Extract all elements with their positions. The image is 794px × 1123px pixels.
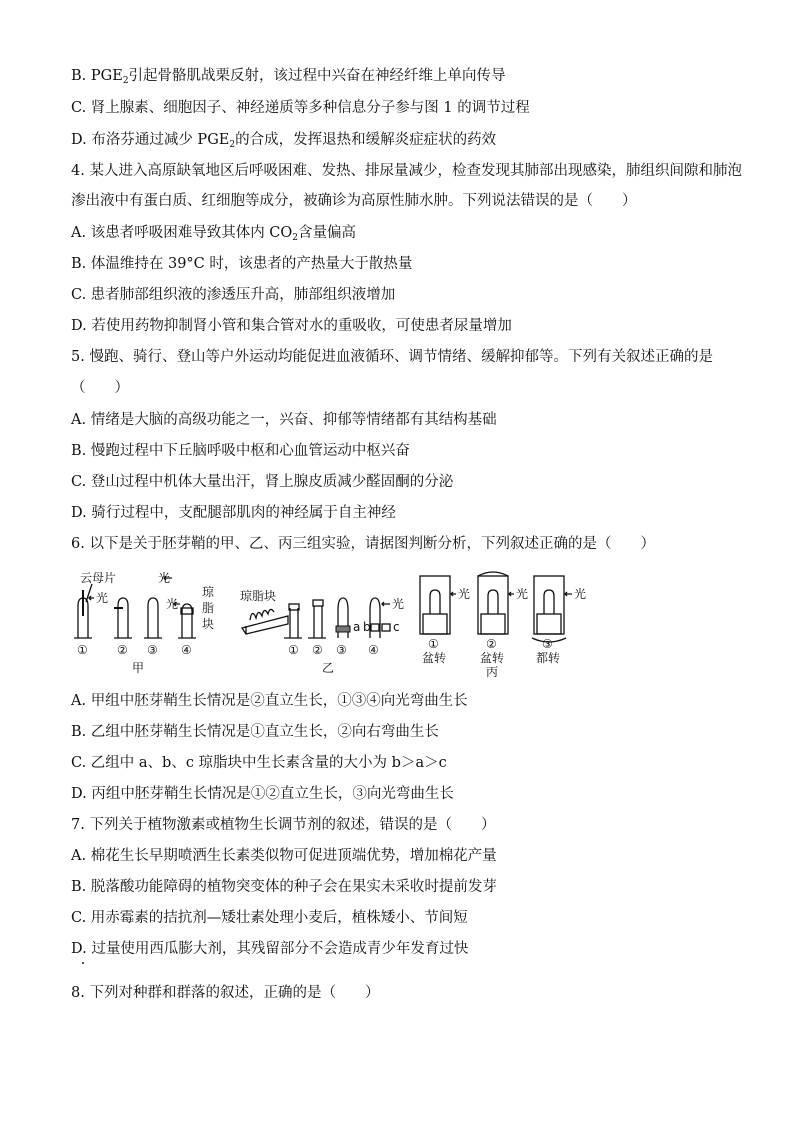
light-label: 光: [96, 591, 109, 605]
q7-option-c: C. 用赤霉素的拮抗剂—矮壮素处理小麦后，植株矮小、节间短: [71, 910, 468, 926]
subscript: 2: [122, 76, 129, 86]
q6-option-b: B. 乙组中胚芽鞘生长情况是①直立生长，②向右弯曲生长: [71, 724, 439, 740]
agar-block-slab: [242, 616, 288, 634]
bing-num-3: ③: [542, 637, 553, 651]
rotation-label-1: 盆转: [422, 651, 447, 665]
light-label: 光: [574, 587, 587, 601]
coleoptile-experiment-figure: [70, 568, 600, 678]
q8-stem: 8. 下列对种群和群落的叙述，正确的是（ ）: [71, 985, 380, 1001]
coleoptile-jia-2: [118, 598, 128, 638]
light-arrow-icon: [89, 596, 94, 600]
label-a: a: [353, 620, 361, 634]
light-label: 光: [516, 587, 529, 601]
q7-option-d: D. 过量使用西瓜膨大剂，其残留部分不会造成青少年发育过快: [71, 941, 469, 957]
light-arrow-icon: [509, 592, 514, 596]
group-bing-label: 丙: [486, 665, 499, 678]
agar-label-3: 块: [202, 617, 215, 631]
agar-block-c-box: [382, 624, 390, 631]
coleoptile-jia-4: [182, 604, 192, 638]
coleoptile-yi-4: [370, 598, 380, 638]
agar-block-b: [371, 624, 379, 631]
q4-option-d: D. 若使用药物抑制肾小管和集合管对水的重吸收，可使患者尿量增加: [71, 318, 512, 334]
q4-stem-line2: 渗出液中有蛋白质、红细胞等成分，被确诊为高原性肺水肿。下列说法错误的是（ ）: [71, 193, 637, 209]
rotation-label-3: 都转: [536, 651, 561, 665]
box-bing-1: [420, 576, 450, 634]
q4-option-b: B. 体温维持在 39°C 时，该患者的产热量大于散热量: [71, 256, 413, 272]
coleoptile-tips: [250, 609, 274, 620]
light-label: 光: [392, 597, 405, 611]
group-bing-diagram: [420, 572, 586, 678]
yi-num-3: ③: [336, 643, 347, 657]
q3-option-b-text-rest: 引起骨骼肌战栗反射，该过程中兴奋在神经纤维上单向传导: [128, 68, 506, 84]
q3-option-d: [71, 130, 496, 155]
q6-option-c: C. 乙组中 a、b、c 琼脂块中生长素含量的大小为 b＞a＞c: [71, 755, 447, 771]
pot-bing-1: [423, 614, 447, 634]
box-bing-3: [534, 576, 564, 634]
box-bing-2: [478, 576, 508, 634]
q7-option-a: A. 棉花生长早期喷洒生长素类似物可促进顶端优势，增加棉花产量: [71, 848, 497, 864]
q3-option-b: [71, 66, 506, 91]
agar-block-label: 琼脂块: [240, 589, 277, 603]
q4-stem-line1: 4. 某人进入高原缺氧地区后呼吸困难、发热、排尿量减少，检查发现其肺部出现感染，肺组织间隙和肺泡: [71, 163, 742, 179]
mica-label: 云母片: [80, 571, 117, 585]
yi-num-1: ①: [288, 643, 299, 657]
q3-option-c: C. 肾上腺素、细胞因子、神经递质等多种信息分子参与图 1 的调节过程: [71, 100, 530, 116]
yi-num-4: ④: [368, 643, 379, 657]
group-yi-label: 乙: [322, 661, 335, 675]
coleoptile-jia-3: [148, 598, 158, 638]
light-arrow-icon: [382, 602, 390, 606]
q5-stem-line1: 5. 慢跑、骑行、登山等户外运动均能促进血液循环、调节情绪、缓解抑郁等。下列有关叙述正确的是: [71, 349, 713, 365]
q3-option-d-text: D. 布洛芬通过减少 PGE: [71, 132, 230, 148]
group-yi-diagram: [240, 588, 404, 675]
q5-stem-line2: （ ）: [71, 380, 129, 396]
coleoptile-bing-2: [488, 590, 498, 614]
label-c: c: [393, 620, 400, 634]
bing-num-1: ①: [428, 637, 439, 651]
q4-option-a-text: A. 该患者呼吸困难导致其体内 CO: [71, 225, 293, 241]
agar-cap-yi-2: [313, 600, 323, 606]
jia-num-1: ①: [77, 643, 88, 657]
q5-option-b: B. 慢跑过程中下丘脑呼吸中枢和心血管运动中枢兴奋: [71, 443, 410, 459]
q7-stem: 7. 下列关于植物激素或植物生长调节剂的叙述，错误的是（ ）: [71, 817, 496, 833]
label-b: b: [363, 620, 371, 634]
q6-stem: 6. 以下是关于胚芽鞘的甲、乙、丙三组实验，请据图判断分析，下列叙述正确的是（ ）: [71, 536, 655, 552]
rotation-label-2: 盆转: [480, 651, 505, 665]
q3-option-b-text: B. PGE: [71, 68, 123, 84]
q4-option-a-text-rest: 含量偏高: [298, 225, 357, 241]
agar-receiver: [336, 626, 350, 632]
pot-bing-3: [537, 614, 561, 634]
light-label: 光: [158, 571, 171, 585]
subscript: 2: [292, 233, 299, 243]
bing-num-2: ②: [486, 637, 497, 651]
q4-option-a: [71, 223, 356, 248]
jia-num-4: ④: [181, 643, 192, 657]
jia-num-3: ③: [147, 643, 158, 657]
q4-option-c: C. 患者肺部组织液的渗透压升高，肺部组织液增加: [71, 287, 396, 303]
agar-label-2: 脂: [202, 601, 215, 615]
pot-bing-2: [481, 614, 505, 634]
q5-option-d: D. 骑行过程中，支配腿部肌肉的神经属于自主神经: [71, 505, 396, 521]
jia-num-2: ②: [117, 643, 128, 657]
light-label: 光: [166, 597, 179, 611]
q6-option-d: D. 丙组中胚芽鞘生长情况是①②直立生长，③向光弯曲生长: [71, 786, 454, 802]
stray-dot: [82, 962, 84, 964]
coleoptile-bing-3: [544, 590, 554, 614]
q6-option-a: A. 甲组中胚芽鞘生长情况是②直立生长，①③④向光弯曲生长: [71, 693, 468, 709]
group-jia-diagram: [74, 570, 215, 675]
light-label: 光: [458, 587, 471, 601]
agar-label-1: 琼: [202, 585, 215, 599]
q5-option-c: C. 登山过程中机体大量出汗，肾上腺皮质减少醛固酮的分泌: [71, 474, 454, 490]
yi-num-2: ②: [312, 643, 323, 657]
q3-option-d-text-rest: 的合成，发挥退热和缓解炎症症状的药效: [235, 132, 497, 148]
light-arrow-icon: [565, 592, 572, 596]
coleoptile-bing-1: [430, 590, 440, 614]
subscript: 2: [229, 140, 236, 150]
group-jia-label: 甲: [132, 661, 145, 675]
q5-option-a: A. 情绪是大脑的高级功能之一，兴奋、抑郁等情绪都有其结构基础: [71, 412, 497, 428]
q7-option-b: B. 脱落酸功能障碍的植物突变体的种子会在果实未采收时提前发芽: [71, 879, 497, 895]
light-arrow-icon: [451, 592, 456, 596]
